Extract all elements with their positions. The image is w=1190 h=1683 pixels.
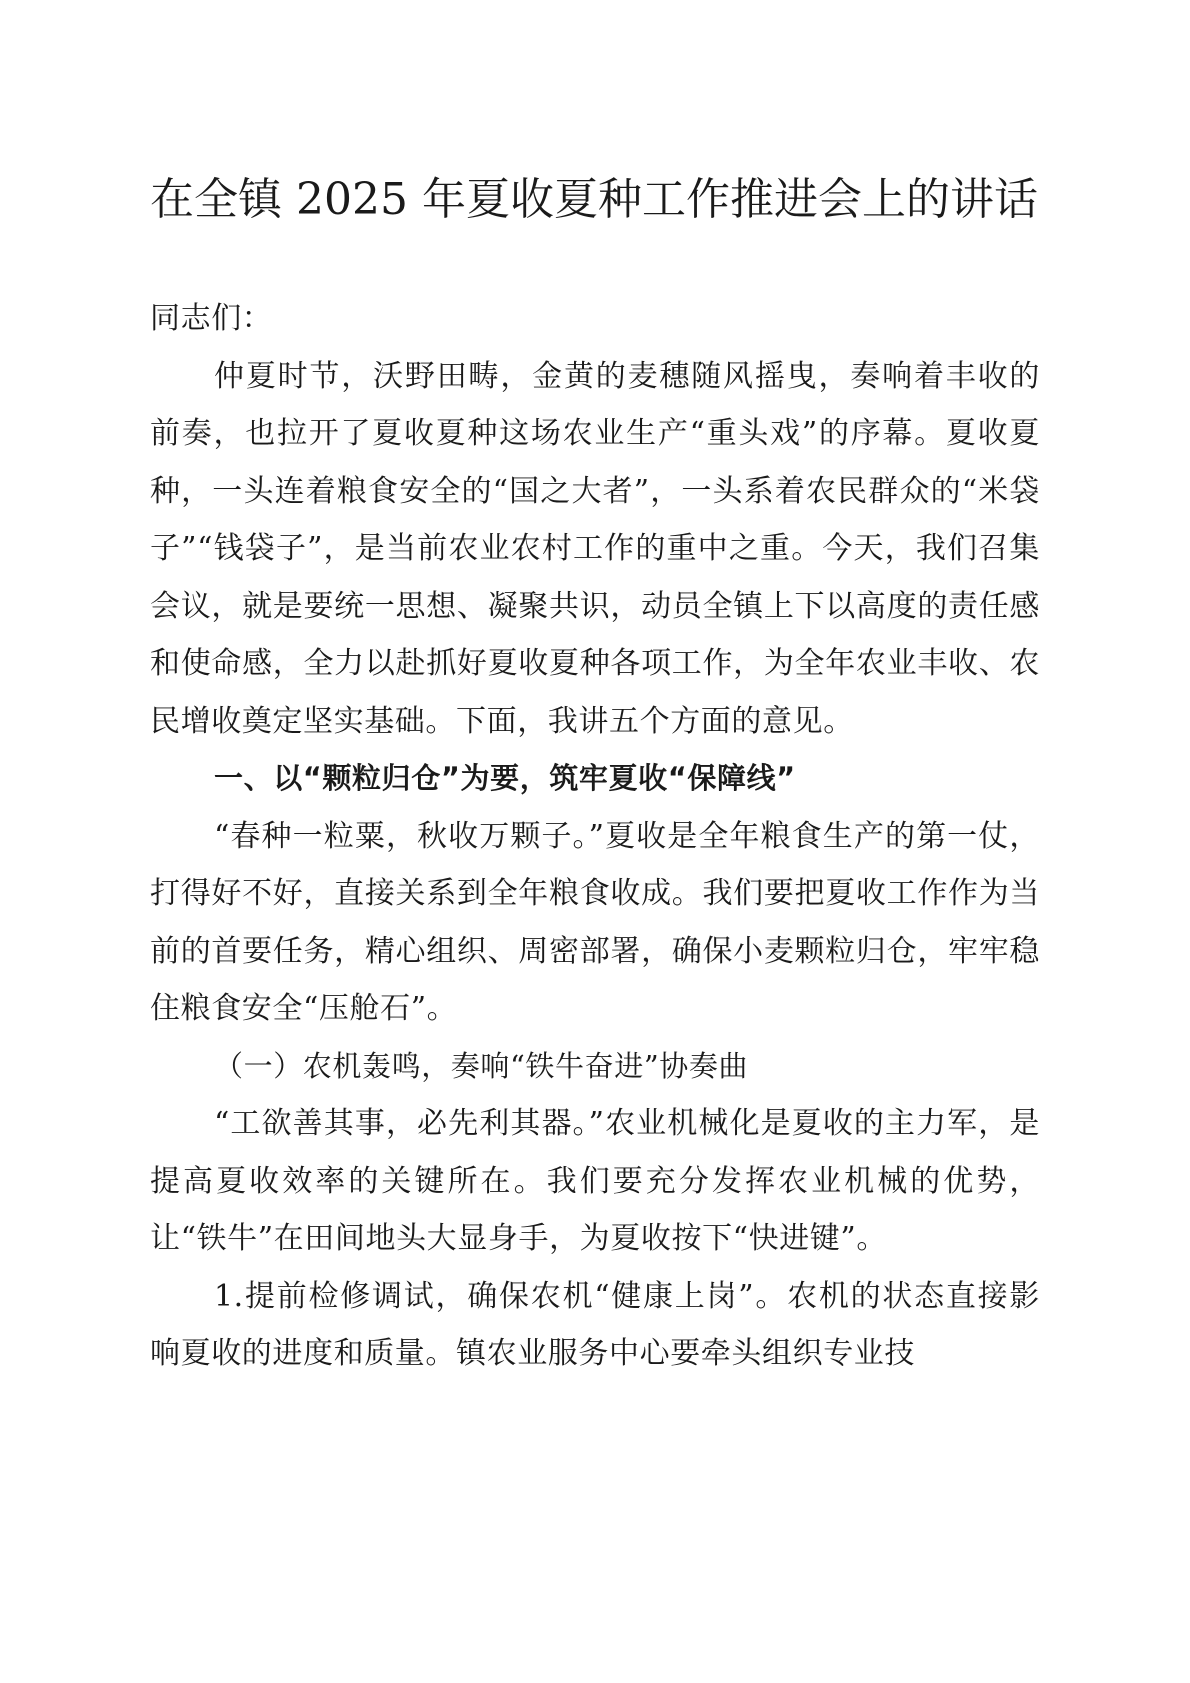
document-body [150,290,1040,1383]
subsection-1-heading: （一）农机轰鸣，奏响“铁牛奋进”协奏曲 [214,1048,749,1083]
subsection-1-paragraph: “工欲善其事，必先利其器。”农业机械化是夏收的主力军，是提高夏收效率的关键所在。我们要充分发挥农业机械的优势，让“铁牛”在田间地头大显身手，为夏收按下“快进键”。 [150,1106,1040,1256]
salutation: 同志们： [150,301,273,336]
section-1-paragraph: “春种一粒粟，秋收万颗子。”夏收是全年粮食生产的第一仗，打得好不好，直接关系到全年粮食收成。我们要把夏收工作作为当前的首要任务，精心组织、周密部署，确保小麦颗粒归仓，牢牢稳住粮食安全“压舱石”。 [150,818,1040,1026]
document-page [150,0,1040,1683]
intro-paragraph: 仲夏时节，沃野田畴，金黄的麦穗随风摇曳，奏响着丰收的前奏，也拉开了夏收夏种这场农业生产“重头戏”的序幕。夏收夏种，一头连着粮食安全的“国之大者”，一头系着农民群众的“米袋子”“钱袋子”，是当前农业农村工作的重中之重。今天，我们召集会议，就是要统一思想、凝聚共识，动员全镇上下以高度的责任感和使命感，全力以赴抓好夏收夏种各项工作，为全年农业丰收、农民增收奠定坚实基础。下面，我讲五个方面的意见。 [150,358,1040,739]
section-1-heading: 一、以“颗粒归仓”为要，筑牢夏收“保障线” [214,761,796,795]
document-title: 在全镇 2025 年夏收夏种工作推进会上的讲话 [150,174,1038,225]
item-1-paragraph: 1.提前检修调试，确保农机“健康上岗”。农机的状态直接影响夏收的进度和质量。镇农业服务中心要牵头组织专业技 [150,1278,1040,1371]
